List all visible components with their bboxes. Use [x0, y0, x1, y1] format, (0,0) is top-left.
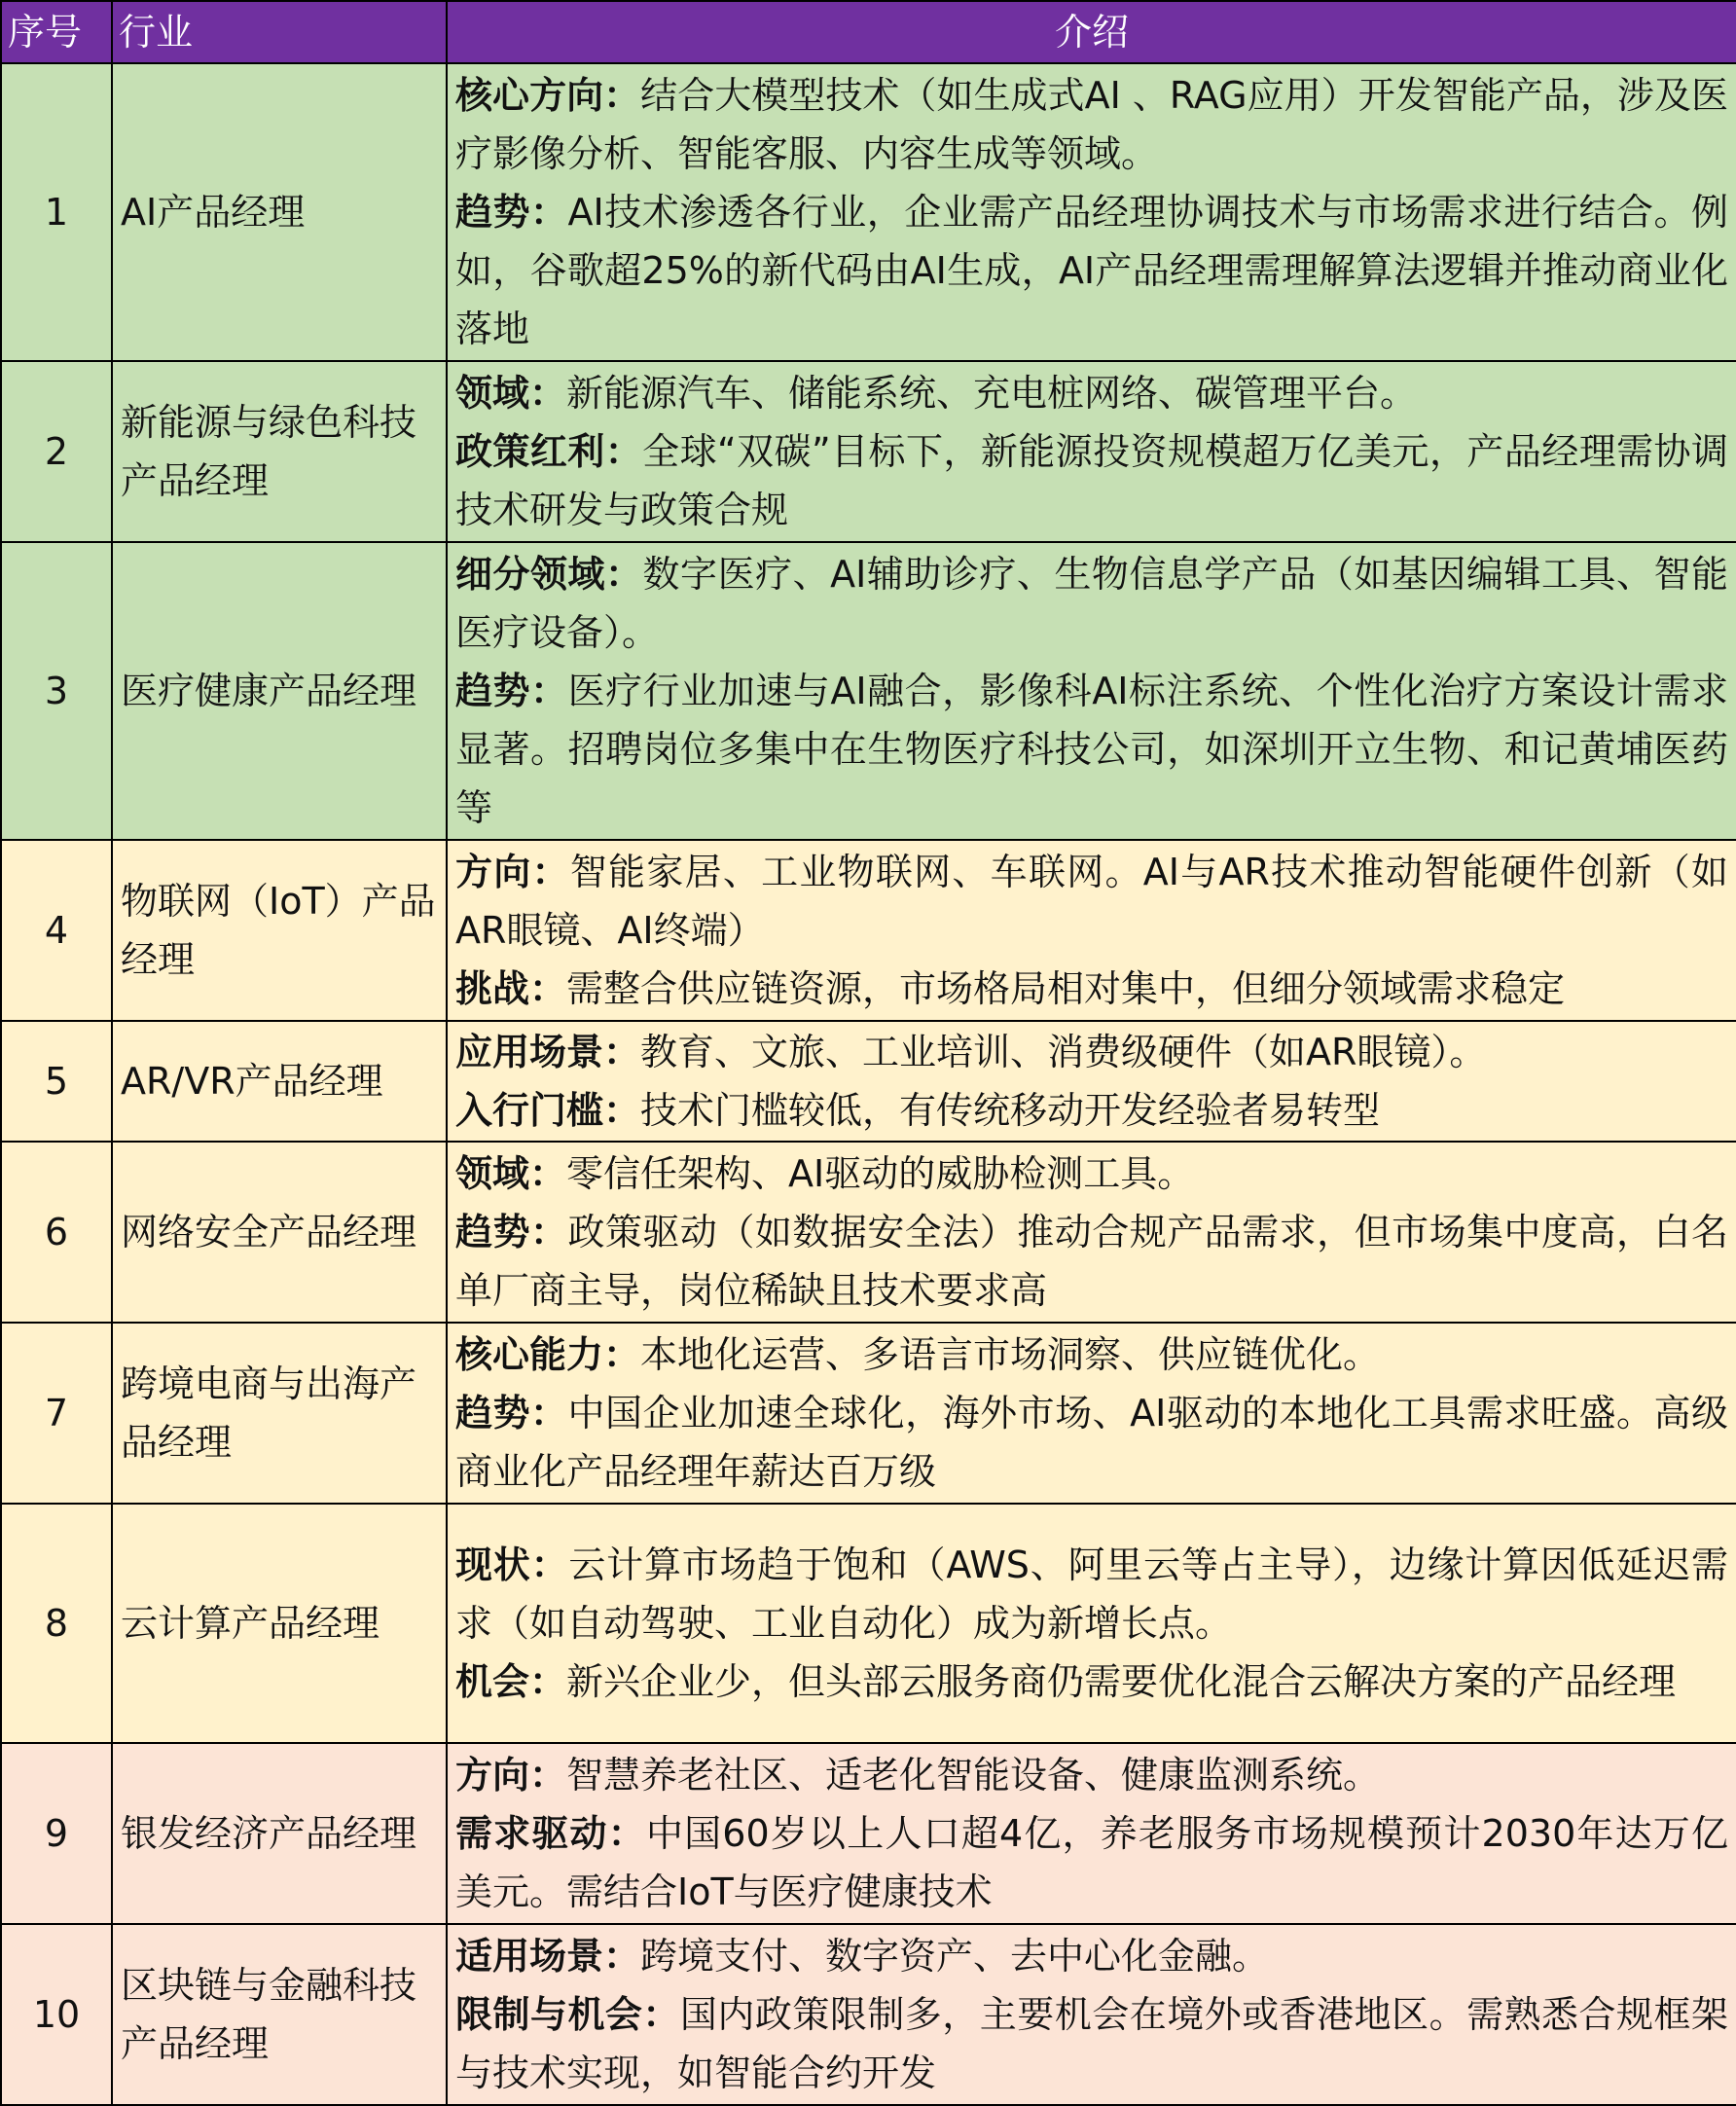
row-intro	[447, 361, 1736, 542]
intro-item	[455, 1536, 1728, 1652]
row-seq: 7	[1, 1323, 112, 1504]
row-industry: 云计算产品经理	[112, 1504, 447, 1743]
intro-label: 机会：	[455, 1660, 567, 1703]
intro-label: 核心方向：	[455, 74, 641, 117]
row-seq: 9	[1, 1743, 112, 1924]
intro-item	[455, 662, 1728, 837]
intro-text: 技术门槛较低，有传统移动开发经验者易转型	[640, 1089, 1381, 1132]
intro-item	[455, 1746, 1728, 1804]
intro-label: 趋势：	[455, 1392, 568, 1434]
intro-label: 方向：	[455, 1754, 567, 1797]
row-intro	[447, 63, 1736, 361]
intro-label: 现状：	[455, 1543, 569, 1586]
row-intro	[447, 1323, 1736, 1504]
row-seq: 6	[1, 1142, 112, 1323]
intro-text: 跨境支付、数字资产、去中心化金融。	[640, 1935, 1270, 1978]
intro-text: 云计算市场趋于饱和（AWS、阿里云等占主导），边缘计算因低延迟需求（如自动驾驶、工业自动化）成为新增长点。	[455, 1543, 1728, 1645]
intro-label: 细分领域：	[455, 553, 643, 596]
row-industry: 医疗健康产品经理	[112, 542, 447, 840]
table-row	[1, 840, 1736, 1021]
row-seq: 4	[1, 840, 112, 1021]
intro-text: 国内政策限制多，主要机会在境外或香港地区。需熟悉合规框架与技术实现，如智能合约开发	[455, 1993, 1728, 2094]
intro-label: 趋势：	[455, 191, 568, 234]
intro-item	[455, 960, 1728, 1018]
row-seq: 3	[1, 542, 112, 840]
intro-text: AI技术渗透各行业，企业需产品经理协调技术与市场需求进行结合。例如，谷歌超25%的新代码由AI生成，AI产品经理需理解算法逻辑并推动商业化落地	[455, 191, 1728, 350]
table-row	[1, 63, 1736, 361]
row-industry: AR/VR产品经理	[112, 1021, 447, 1142]
intro-item	[455, 1384, 1728, 1501]
table-row	[1, 361, 1736, 542]
intro-item	[455, 1652, 1728, 1711]
intro-text: 教育、文旅、工业培训、消费级硬件（如AR眼镜）。	[640, 1031, 1487, 1073]
table-row	[1, 1323, 1736, 1504]
row-intro	[447, 1142, 1736, 1323]
intro-item	[455, 183, 1728, 358]
intro-text: 中国60岁以上人口超4亿，养老服务市场规模预计2030年达万亿美元。需结合IoT与医疗健康技术	[455, 1812, 1728, 1913]
row-industry: 物联网（IoT）产品经理	[112, 840, 447, 1021]
intro-label: 挑战：	[455, 967, 567, 1010]
intro-text: 全球“双碳”目标下，新能源投资规模超万亿美元，产品经理需协调技术研发与政策合规	[455, 430, 1728, 531]
intro-text: 中国企业加速全球化，海外市场、AI驱动的本地化工具需求旺盛。高级商业化产品经理年薪达百万级	[455, 1392, 1728, 1493]
intro-text: 政策驱动（如数据安全法）推动合规产品需求，但市场集中度高，白名单厂商主导，岗位稀缺且技术要求高	[455, 1211, 1728, 1312]
row-industry: 区块链与金融科技产品经理	[112, 1924, 447, 2105]
intro-label: 应用场景：	[455, 1031, 641, 1073]
row-seq: 2	[1, 361, 112, 542]
header-seq: 序号	[1, 1, 112, 63]
row-industry: 网络安全产品经理	[112, 1142, 447, 1323]
intro-text: 需整合供应链资源，市场格局相对集中，但细分领域需求稳定	[566, 967, 1566, 1010]
intro-item	[455, 1203, 1728, 1320]
header-intro: 介绍	[447, 1, 1736, 63]
intro-item	[455, 1927, 1728, 1985]
intro-label: 入行门槛：	[455, 1089, 641, 1132]
table-row	[1, 1924, 1736, 2105]
intro-item	[455, 1144, 1728, 1203]
table-row	[1, 1142, 1736, 1323]
table-row	[1, 1021, 1736, 1142]
row-intro	[447, 1924, 1736, 2105]
row-industry: 跨境电商与出海产品经理	[112, 1323, 447, 1504]
intro-label: 领域：	[455, 372, 567, 415]
intro-label: 趋势：	[455, 670, 568, 712]
row-industry: 新能源与绿色科技产品经理	[112, 361, 447, 542]
intro-text: 智慧养老社区、适老化智能设备、健康监测系统。	[566, 1754, 1381, 1797]
row-intro	[447, 1504, 1736, 1743]
table-row	[1, 542, 1736, 840]
row-industry: 银发经济产品经理	[112, 1743, 447, 1924]
intro-text: 新兴企业少，但头部云服务商仍需要优化混合云解决方案的产品经理	[566, 1660, 1677, 1703]
intro-item	[455, 1804, 1728, 1921]
intro-label: 限制与机会：	[455, 1993, 680, 2036]
intro-text: 数字医疗、AI辅助诊疗、生物信息学产品（如基因编辑工具、智能医疗设备）。	[455, 553, 1728, 654]
row-intro	[447, 542, 1736, 840]
intro-item	[455, 364, 1728, 422]
intro-label: 趋势：	[455, 1211, 568, 1253]
intro-text: 新能源汽车、储能系统、充电桩网络、碳管理平台。	[566, 372, 1418, 415]
table-row	[1, 1743, 1736, 1924]
intro-item	[455, 66, 1728, 183]
intro-label: 方向：	[455, 851, 570, 893]
row-intro	[447, 1743, 1736, 1924]
intro-item	[455, 422, 1728, 539]
intro-text: 医疗行业加速与AI融合，影像科AI标注系统、个性化治疗方案设计需求显著。招聘岗位多集中在生物医疗科技公司，如深圳开立生物、和记黄埔医药等	[455, 670, 1728, 829]
header-industry: 行业	[112, 1, 447, 63]
intro-item	[455, 1985, 1728, 2102]
intro-label: 适用场景：	[455, 1935, 641, 1978]
intro-label: 领域：	[455, 1152, 567, 1195]
intro-item	[455, 1081, 1728, 1140]
table-row	[1, 1504, 1736, 1743]
intro-item	[455, 843, 1728, 960]
row-seq: 5	[1, 1021, 112, 1142]
intro-label: 政策红利：	[455, 430, 643, 473]
row-intro	[447, 1021, 1736, 1142]
row-industry: AI产品经理	[112, 63, 447, 361]
intro-item	[455, 545, 1728, 662]
intro-label: 核心能力：	[455, 1333, 641, 1376]
intro-text: 结合大模型技术（如生成式AI 、RAG应用）开发智能产品，涉及医疗影像分析、智能客服、内容生成等领域。	[455, 74, 1728, 175]
row-seq: 1	[1, 63, 112, 361]
intro-text: 智能家居、工业物联网、车联网。AI与AR技术推动智能硬件创新（如AR眼镜、AI终端）	[455, 851, 1728, 952]
row-seq: 8	[1, 1504, 112, 1743]
intro-text: 本地化运营、多语言市场洞察、供应链优化。	[640, 1333, 1381, 1376]
header-row	[1, 1, 1736, 63]
intro-label: 需求驱动：	[455, 1812, 646, 1855]
intro-item	[455, 1023, 1728, 1081]
intro-text: 零信任架构、AI驱动的威胁检测工具。	[566, 1152, 1195, 1195]
row-intro	[447, 840, 1736, 1021]
intro-item	[455, 1325, 1728, 1384]
row-seq: 10	[1, 1924, 112, 2105]
